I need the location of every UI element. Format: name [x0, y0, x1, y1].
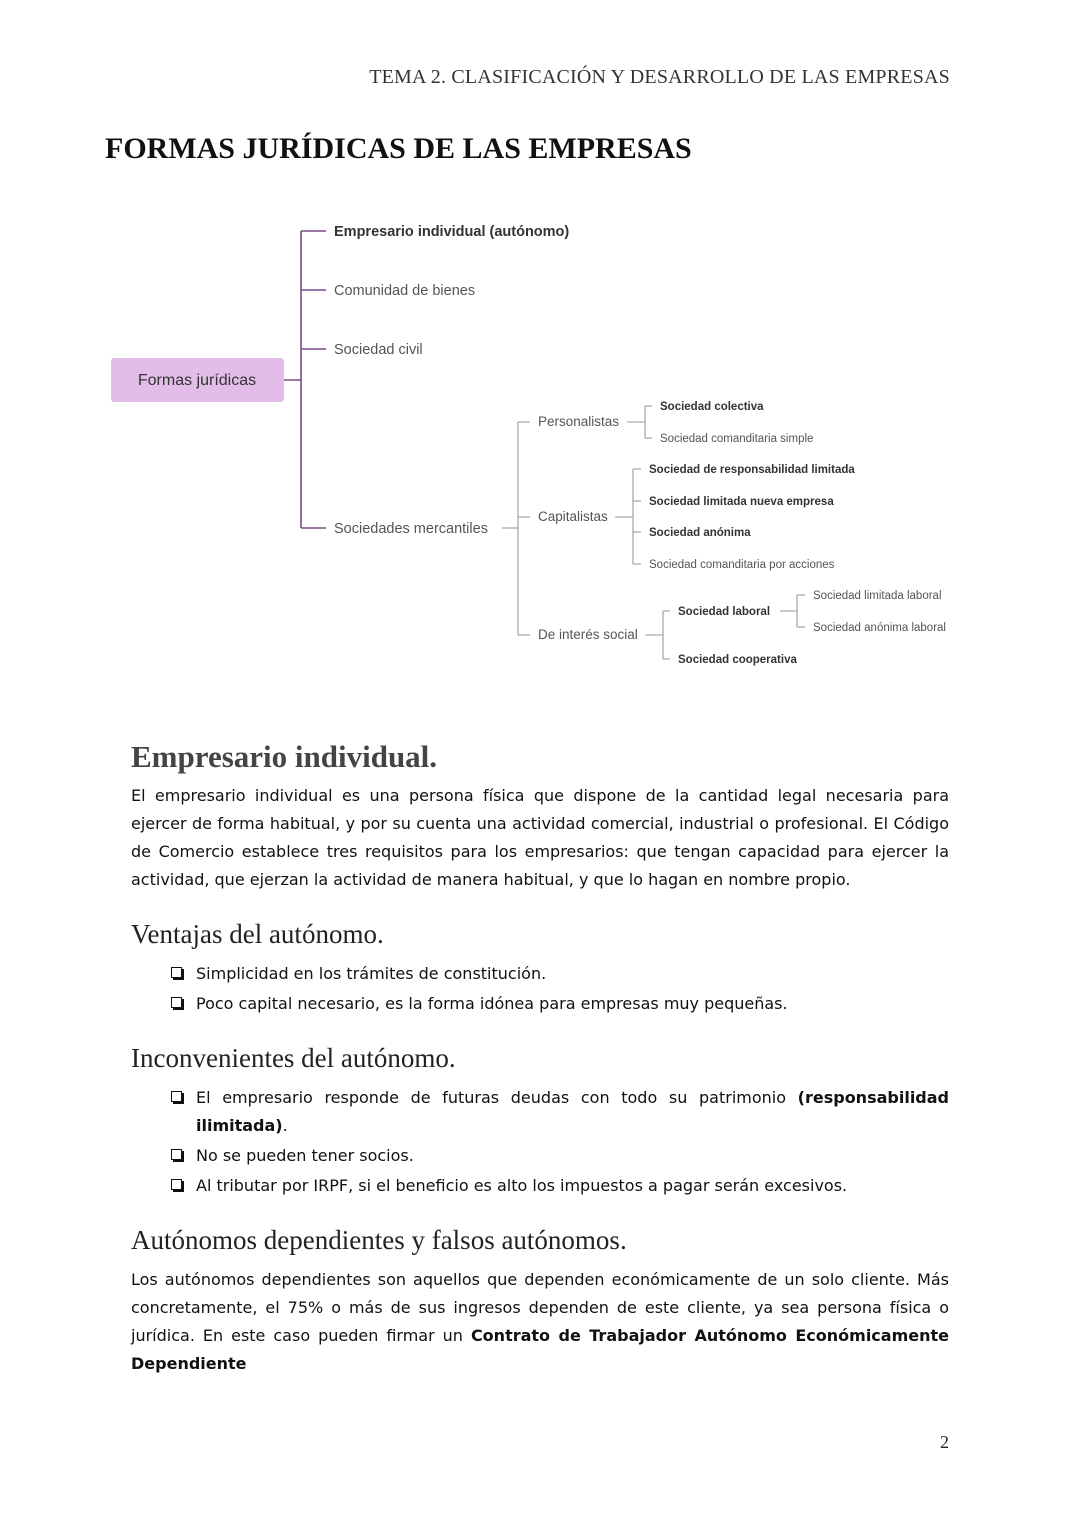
page-header: TEMA 2. CLASIFICACIÓN Y DESARROLLO DE LAS EMPRESAS	[369, 66, 950, 88]
list-item	[171, 990, 949, 1018]
list-inconvenientes	[131, 1084, 949, 1200]
heading-inconvenientes: Inconvenientes del autónomo.	[131, 1043, 456, 1073]
checkbox-bullet-icon	[171, 997, 182, 1008]
legal-forms-diagram	[0, 190, 1080, 680]
leaf-sa: Sociedad anónima	[649, 527, 751, 539]
leaf-sociedad-laboral: Sociedad laboral	[678, 606, 771, 618]
list-item-text: No se pueden tener socios.	[196, 1146, 414, 1165]
leaf-slne: Sociedad limitada nueva empresa	[649, 496, 834, 508]
leaf-sociedad-cooperativa: Sociedad cooperativa	[678, 654, 797, 666]
list-item	[171, 1142, 949, 1170]
paragraph-bold: Contrato de Trabajador Autónomo Económicamente Dependiente	[131, 1326, 950, 1373]
checkbox-bullet-icon	[171, 1091, 182, 1102]
list-item	[171, 1172, 949, 1200]
list-item-text: El empresario responde de futuras deudas con todo su patrimonio	[196, 1088, 798, 1107]
list-ventajas	[131, 960, 949, 1018]
leaf-anonima-laboral: Sociedad anónima laboral	[813, 622, 946, 634]
branch-mercantiles: Sociedades mercantiles	[334, 521, 488, 537]
paragraph-dependientes	[131, 1266, 949, 1378]
paragraph-text: Los autónomos dependientes son aquellos que dependen económicamente de un solo cliente. Más concretamente, el 75% o más de sus ingresos dependen de este cliente, ya sea persona física o jurídica. En este caso pueden firmar un	[131, 1270, 949, 1345]
root-label: Formas jurídicas	[137, 372, 257, 389]
paragraph-empresario: El empresario individual es una persona física que dispone de la cantidad legal necesaria para ejercer de forma habitual, y por su cuenta una actividad comercial, industrial o profesional. El Código de Comercio establece tres requisitos para los empresarios: que tengan capacidad para ejercer la actividad, que ejerzan la actividad de manera habitual, y que lo hagan en nombre propio.	[131, 786, 949, 889]
checkbox-bullet-icon	[171, 1179, 182, 1190]
node-interes-social: De interés social	[538, 627, 638, 642]
list-item-text: Al tributar por IRPF, si el beneficio es alto los impuestos a pagar serán excesivos.	[196, 1176, 848, 1195]
branch-individual: Empresario individual (autónomo)	[334, 224, 570, 240]
branch-comunidad: Comunidad de bienes	[334, 283, 476, 299]
list-item-end: .	[282, 1116, 288, 1135]
node-capitalistas: Capitalistas	[538, 509, 608, 524]
checkbox-bullet-icon	[171, 967, 182, 978]
heading-dependientes: Autónomos dependientes y falsos autónomos.	[131, 1225, 627, 1255]
leaf-comanditaria-simple: Sociedad comanditaria simple	[660, 433, 814, 445]
checkbox-bullet-icon	[171, 1149, 182, 1160]
list-item-text: Simplicidad en los trámites de constitución.	[196, 964, 547, 983]
content-body	[131, 738, 949, 1378]
node-personalistas: Personalistas	[538, 414, 620, 429]
leaf-srl: Sociedad de responsabilidad limitada	[649, 464, 855, 476]
branch-civil: Sociedad civil	[334, 342, 423, 358]
list-item-bold: (responsabilidad ilimitada)	[196, 1088, 949, 1135]
main-branch-lines	[284, 231, 326, 528]
leaf-limitada-laboral: Sociedad limitada laboral	[813, 590, 942, 602]
list-item	[171, 960, 949, 988]
list-item	[171, 1084, 949, 1140]
heading-ventajas: Ventajas del autónomo.	[131, 919, 384, 949]
list-item-text: Poco capital necesario, es la forma idónea para empresas muy pequeñas.	[196, 994, 788, 1013]
page-number: 2	[940, 1432, 949, 1452]
heading-empresario: Empresario individual.	[131, 739, 438, 774]
leaf-sociedad-colectiva: Sociedad colectiva	[660, 401, 764, 413]
page-title: FORMAS JURÍDICAS DE LAS EMPRESAS	[105, 132, 692, 165]
leaf-comanditaria-acciones: Sociedad comanditaria por acciones	[649, 559, 835, 571]
